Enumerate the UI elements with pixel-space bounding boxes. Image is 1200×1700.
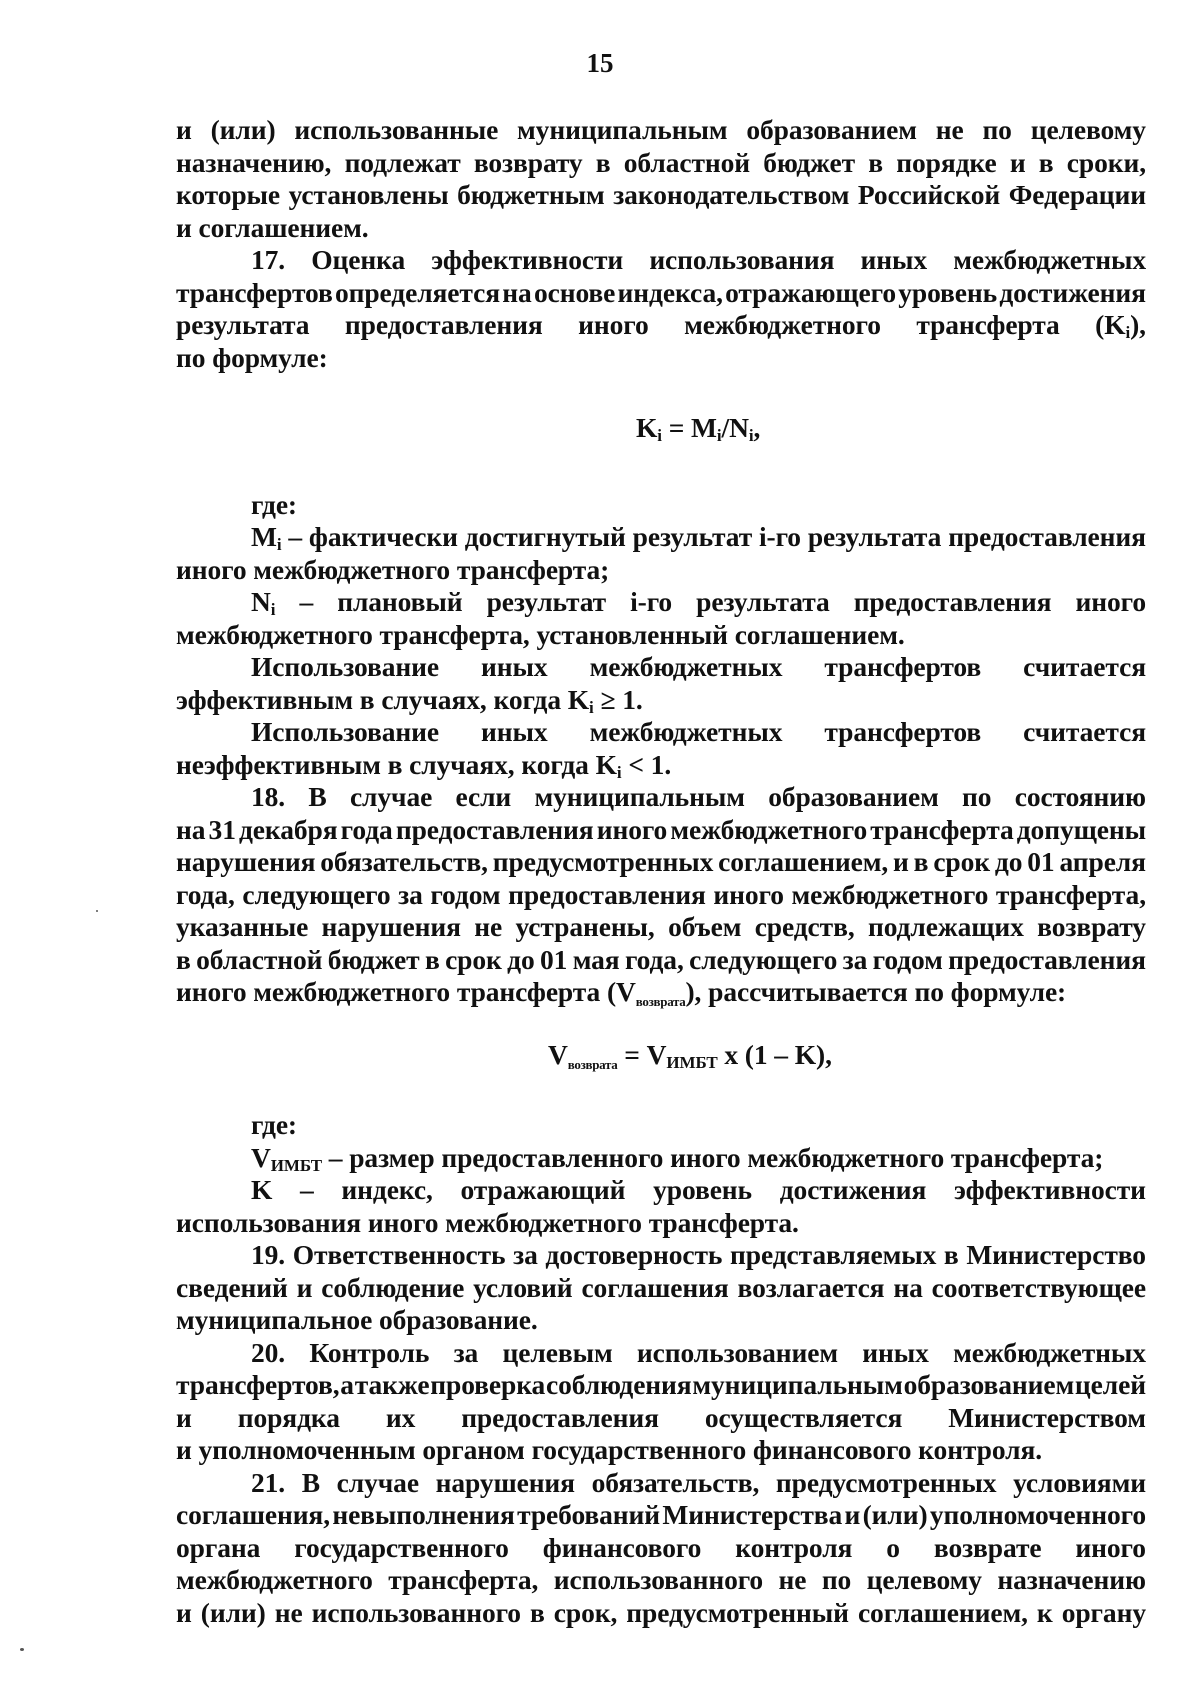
text-line: межбюджетного трансферта, установленный соглашением. xyxy=(176,618,905,650)
text-line: эффективным в случаях, когда Ki ≥ 1. xyxy=(176,683,643,717)
text-line: трансфертов, а также проверка соблюдения муниципальным образованием целей xyxy=(176,1369,1146,1400)
text-line: иного межбюджетного трансферта; xyxy=(176,553,610,585)
text-line: Ni – плановый результат i-го результата предоставления иного xyxy=(251,586,1146,619)
text-line: трансфертов определяется на основе индекса, отражающего уровень достижения xyxy=(176,276,1146,308)
vertical-gap xyxy=(176,1009,1146,1039)
text-line: и (или) не использованного в срок, предусмотренный соглашением, к органу xyxy=(176,1596,1146,1628)
text-line: Mi – фактически достигнутый результат i-го результата предоставления xyxy=(251,521,1146,554)
text-line: 19. Ответственность за достоверность представляемых в Министерство xyxy=(251,1239,1146,1270)
text-line: в областной бюджет в срок до 01 мая года, следующего за годом предоставления xyxy=(176,943,1146,975)
scan-speck xyxy=(20,1648,24,1651)
text-line: 17. Оценка эффективности использования иных межбюджетных xyxy=(251,244,1146,275)
text-line: соглашения, невыполнения требований Министерства и (или) уполномоченного xyxy=(176,1499,1146,1530)
formula: Ki = Mi/Ni, xyxy=(636,412,761,445)
text-line: на 31 декабря года предоставления иного межбюджетного трансферта допущены xyxy=(176,813,1146,845)
text-line: Использование иных межбюджетных трансфертов считается xyxy=(251,651,1146,682)
text-line: межбюджетного трансферта, использованного не по целевому назначению xyxy=(176,1564,1146,1595)
text-line: иного межбюджетного трансферта (Vвозврата), рассчитывается по формуле: xyxy=(176,976,1067,1009)
vertical-gap xyxy=(176,374,1146,412)
text-line: назначению, подлежат возврату в областной бюджет в порядке и в сроки, xyxy=(176,146,1146,178)
formula: Vвозврата = VИМБТ x (1 – K), xyxy=(548,1038,832,1072)
document-body xyxy=(176,114,1146,1629)
text-line: которые установлены бюджетным законодательством Российской Федерации xyxy=(176,179,1146,210)
text-line: Использование иных межбюджетных трансфертов считается xyxy=(251,716,1146,747)
text-line: и соглашением. xyxy=(176,211,369,243)
text-line: K – индекс, отражающий уровень достижения эффективности xyxy=(251,1174,1146,1205)
text-line: указанные нарушения не устранены, объем средств, подлежащих возврату xyxy=(176,911,1146,942)
page-number: 15 xyxy=(586,48,614,78)
text-line: 18. В случае если муниципальным образованием по состоянию xyxy=(251,781,1146,812)
text-line: 21. В случае нарушения обязательств, предусмотренных условиями xyxy=(251,1466,1146,1498)
text-line: и (или) использованные муниципальным образованием не по целевому xyxy=(176,114,1146,145)
text-line: результата предоставления иного межбюджетного трансферта (Ki), xyxy=(176,309,1146,342)
text-line: и порядка их предоставления осуществляется Министерством xyxy=(176,1401,1146,1433)
text-line: и уполномоченным органом государственного финансового контроля. xyxy=(176,1434,1043,1465)
text-line: где: xyxy=(251,1109,297,1140)
text-line: года, следующего за годом предоставления иного межбюджетного трансферта, xyxy=(176,878,1146,910)
text-line: VИМБТ – размер предоставленного иного межбюджетного трансферта; xyxy=(251,1141,1104,1175)
text-line: органа государственного финансового контроля о возврате иного xyxy=(176,1531,1146,1563)
text-line: где: xyxy=(251,488,297,520)
text-line: нарушения обязательств, предусмотренных соглашением, и в срок до 01 апреля xyxy=(176,846,1146,877)
vertical-gap xyxy=(176,445,1146,489)
text-line: 20. Контроль за целевым использованием иных межбюджетных xyxy=(251,1336,1146,1368)
text-line: сведений и соблюдение условий соглашения возлагается на соответствующее xyxy=(176,1271,1146,1303)
text-line: неэффективным в случаях, когда Ki < 1. xyxy=(176,748,672,782)
text-line: муниципальное образование. xyxy=(176,1304,538,1335)
text-line: по формуле: xyxy=(176,341,328,373)
text-line: использования иного межбюджетного трансферта. xyxy=(176,1206,799,1238)
vertical-gap xyxy=(176,1071,1146,1109)
scan-speck xyxy=(96,910,98,912)
